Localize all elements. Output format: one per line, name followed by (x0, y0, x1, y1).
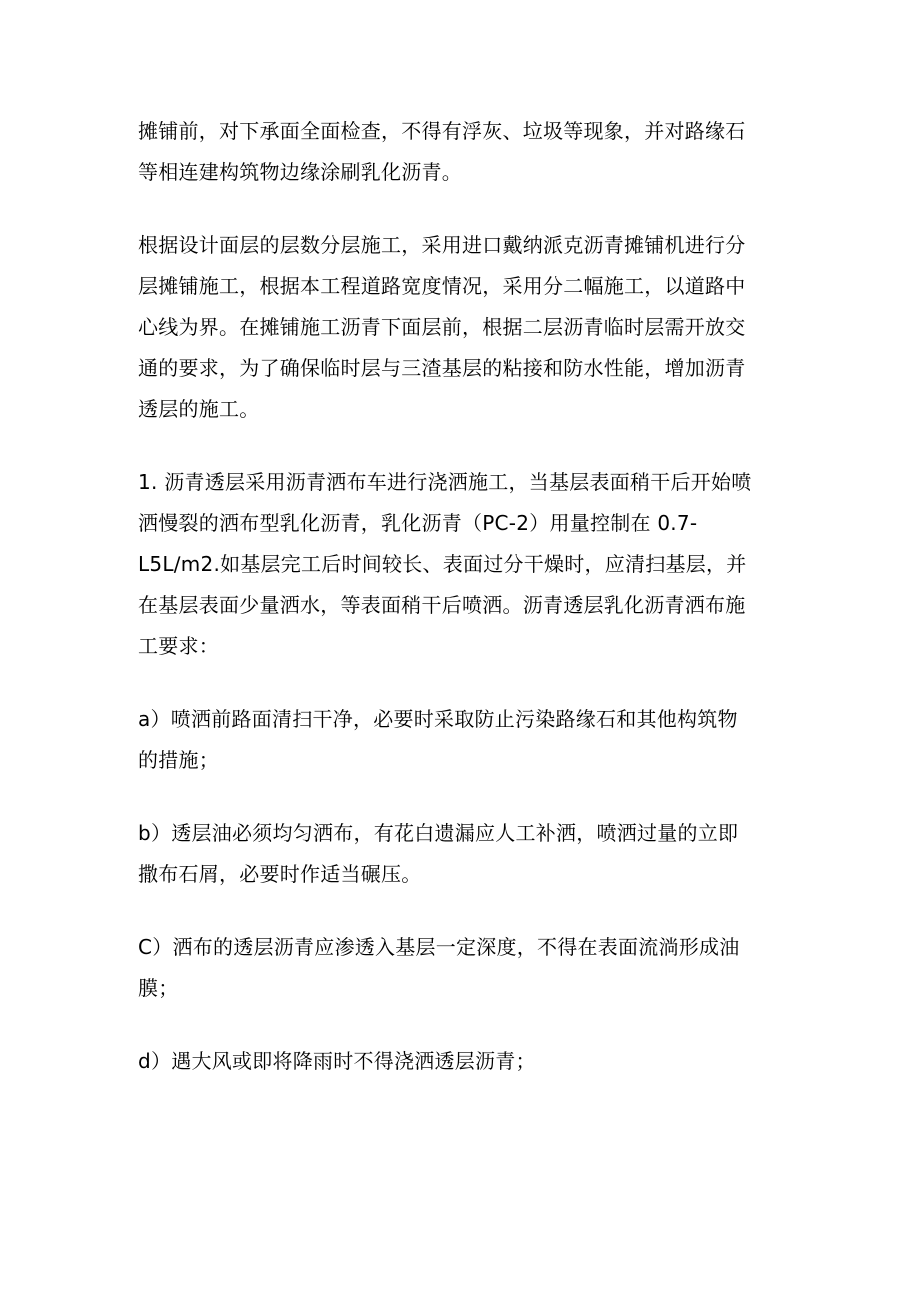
text-line: 1. 沥青透层采用沥青洒布车进行浇洒施工，当基层表面稍干后开始喷 (138, 470, 752, 494)
paragraph-item-b (138, 813, 784, 895)
text-line: L5L∕m2.如基层完工后时间较长、表面过分干燥时，应清扫基层，并 (138, 552, 747, 576)
text-line: 撒布石屑，必要时作适当碾压。 (138, 862, 422, 886)
paragraph-item-c (138, 927, 784, 1009)
text-line: 通的要求，为了确保临时层与三渣基层的粘接和防水性能，增加沥青 (138, 356, 746, 380)
text-line: 在基层表面少量洒水，等表面稍干后喷洒。沥青透层乳化沥青洒布施 (138, 593, 746, 617)
text-line: 等相连建构筑物边缘涂刷乳化沥青。 (138, 160, 462, 184)
text-line: 摊铺前，对下承面全面检查，不得有浮灰、垃圾等现象，并对路缘石 (138, 119, 746, 143)
text-line: 心线为界。在摊铺施工沥青下面层前，根据二层沥青临时层需开放交 (138, 315, 746, 339)
text-line: 工要求： (138, 634, 219, 658)
paragraph-item-d (138, 1041, 784, 1082)
text-line: 根据设计面层的层数分层施工，采用进口戴纳派克沥青摊铺机进行分 (138, 233, 746, 257)
text-line: 洒慢裂的洒布型乳化沥青，乳化沥青（PC-2）用量控制在 0.7- (138, 511, 698, 535)
paragraph-item-1 (138, 462, 784, 667)
paragraph-layered-construction (138, 225, 784, 430)
text-line: d）遇大风或即将降雨时不得浇洒透层沥青； (138, 1049, 536, 1073)
text-line: a）喷洒前路面清扫干净，必要时采取防止污染路缘石和其他构筑物 (138, 707, 738, 731)
text-line: 层摊铺施工，根据本工程道路宽度情况，采用分二幅施工，以道路中 (138, 274, 746, 298)
text-line: 的措施； (138, 748, 219, 772)
paragraph-inspection (138, 111, 784, 193)
paragraph-item-a (138, 699, 784, 781)
text-line: b）透层油必须均匀洒布，有花白遗漏应人工补洒，喷洒过量的立即 (138, 821, 739, 845)
text-line: 膜； (138, 976, 179, 1000)
text-line: 透层的施工。 (138, 397, 260, 421)
text-line: C）洒布的透层沥青应渗透入基层一定深度，不得在表面流淌形成油 (138, 935, 740, 959)
